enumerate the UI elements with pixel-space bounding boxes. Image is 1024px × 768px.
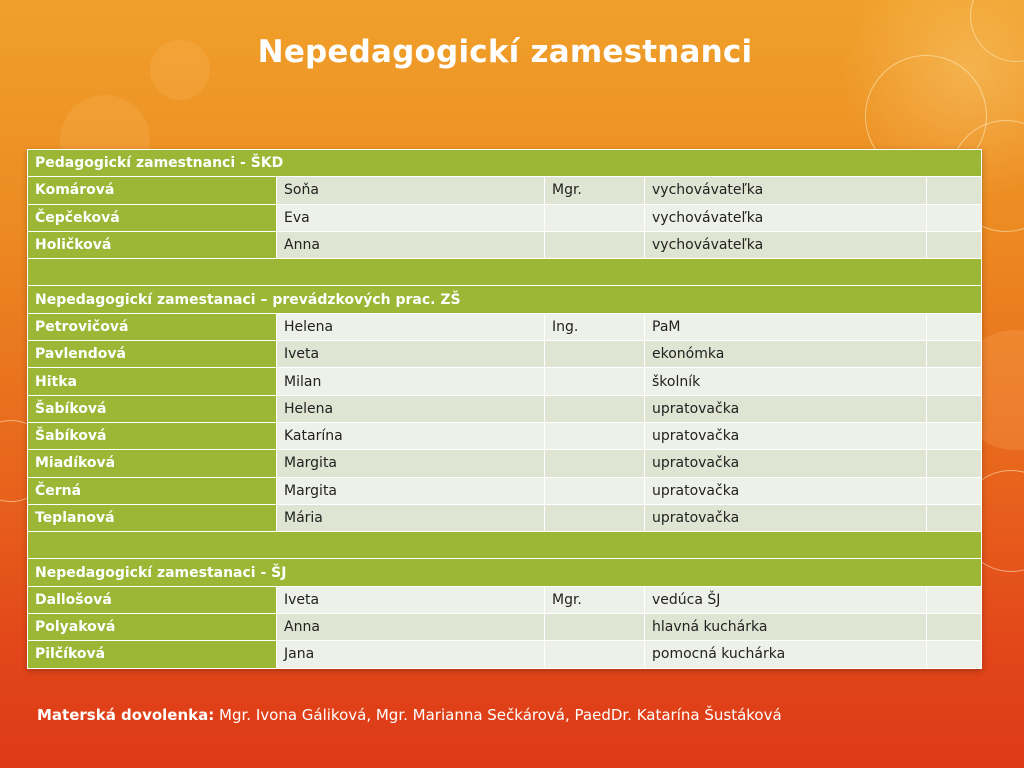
position-cell: vychovávateľka — [645, 204, 927, 231]
title-cell — [545, 614, 645, 641]
surname-cell: Černá — [28, 477, 277, 504]
position-cell: ekonómka — [645, 341, 927, 368]
title-cell — [545, 231, 645, 258]
note-cell — [927, 368, 982, 395]
surname-cell: Polyaková — [28, 614, 277, 641]
first-name-cell: Margita — [277, 477, 545, 504]
position-cell: upratovačka — [645, 422, 927, 449]
title-cell: Mgr. — [545, 177, 645, 204]
surname-cell: Čepčeková — [28, 204, 277, 231]
note-cell — [927, 504, 982, 531]
surname-cell: Pilčíková — [28, 641, 277, 668]
title-cell — [545, 341, 645, 368]
position-cell: PaM — [645, 313, 927, 340]
note-cell — [927, 313, 982, 340]
title-cell: Ing. — [545, 313, 645, 340]
title-cell: Mgr. — [545, 586, 645, 613]
table-row — [28, 177, 982, 204]
first-name-cell: Margita — [277, 450, 545, 477]
surname-cell: Šabíková — [28, 422, 277, 449]
position-cell: upratovačka — [645, 504, 927, 531]
first-name-cell: Eva — [277, 204, 545, 231]
position-cell: upratovačka — [645, 395, 927, 422]
note-cell — [927, 341, 982, 368]
section-heading: Nepedagogickí zamestanaci - ŠJ — [28, 559, 982, 586]
title-cell — [545, 422, 645, 449]
first-name-cell: Iveta — [277, 586, 545, 613]
position-cell: upratovačka — [645, 450, 927, 477]
section-header-row — [28, 559, 982, 586]
first-name-cell: Helena — [277, 395, 545, 422]
table-row — [28, 450, 982, 477]
section-header-row — [28, 286, 982, 313]
title-cell — [545, 450, 645, 477]
table-row — [28, 231, 982, 258]
note-cell — [927, 450, 982, 477]
first-name-cell: Katarína — [277, 422, 545, 449]
surname-cell: Teplanová — [28, 504, 277, 531]
position-cell: pomocná kuchárka — [645, 641, 927, 668]
maternity-leave-label: Materská dovolenka: — [37, 706, 215, 724]
first-name-cell: Mária — [277, 504, 545, 531]
note-cell — [927, 614, 982, 641]
first-name-cell: Iveta — [277, 341, 545, 368]
title-cell — [545, 641, 645, 668]
title-cell — [545, 504, 645, 531]
position-cell: upratovačka — [645, 477, 927, 504]
first-name-cell: Helena — [277, 313, 545, 340]
section-header-row — [28, 150, 982, 177]
first-name-cell: Milan — [277, 368, 545, 395]
spacer-cell — [28, 259, 982, 286]
note-cell — [927, 422, 982, 449]
surname-cell: Šabíková — [28, 395, 277, 422]
title-cell — [545, 368, 645, 395]
position-cell: vychovávateľka — [645, 177, 927, 204]
surname-cell: Miadíková — [28, 450, 277, 477]
spacer-row — [28, 259, 982, 286]
title-cell — [545, 204, 645, 231]
table-row — [28, 477, 982, 504]
position-cell: vychovávateľka — [645, 231, 927, 258]
table-row — [28, 341, 982, 368]
spacer-cell — [28, 532, 982, 559]
title-cell — [545, 477, 645, 504]
table-row — [28, 368, 982, 395]
section-heading: Pedagogickí zamestnanci - ŠKD — [28, 150, 982, 177]
table-row — [28, 641, 982, 668]
note-cell — [927, 395, 982, 422]
table-row — [28, 422, 982, 449]
spacer-row — [28, 532, 982, 559]
staff-table — [27, 149, 982, 669]
table-row — [28, 313, 982, 340]
surname-cell: Holičková — [28, 231, 277, 258]
note-cell — [927, 231, 982, 258]
first-name-cell: Soňa — [277, 177, 545, 204]
first-name-cell: Jana — [277, 641, 545, 668]
table-row — [28, 504, 982, 531]
position-cell: školník — [645, 368, 927, 395]
first-name-cell: Anna — [277, 231, 545, 258]
note-cell — [927, 641, 982, 668]
first-name-cell: Anna — [277, 614, 545, 641]
maternity-leave-note — [37, 706, 782, 724]
table-row — [28, 395, 982, 422]
note-cell — [927, 477, 982, 504]
note-cell — [927, 177, 982, 204]
slide-title: Nepedagogickí zamestnanci — [257, 34, 753, 70]
position-cell: vedúca ŠJ — [645, 586, 927, 613]
title-cell — [545, 395, 645, 422]
surname-cell: Komárová — [28, 177, 277, 204]
table-row — [28, 614, 982, 641]
table-row — [28, 204, 982, 231]
table-row — [28, 586, 982, 613]
section-heading: Nepedagogickí zamestanaci – prevádzkových prac. ZŠ — [28, 286, 982, 313]
surname-cell: Pavlendová — [28, 341, 277, 368]
surname-cell: Dallošová — [28, 586, 277, 613]
maternity-leave-names: Mgr. Ivona Gáliková, Mgr. Marianna Sečkárová, PaedDr. Katarína Šustáková — [219, 706, 782, 724]
note-cell — [927, 586, 982, 613]
surname-cell: Hitka — [28, 368, 277, 395]
position-cell: hlavná kuchárka — [645, 614, 927, 641]
note-cell — [927, 204, 982, 231]
surname-cell: Petrovičová — [28, 313, 277, 340]
